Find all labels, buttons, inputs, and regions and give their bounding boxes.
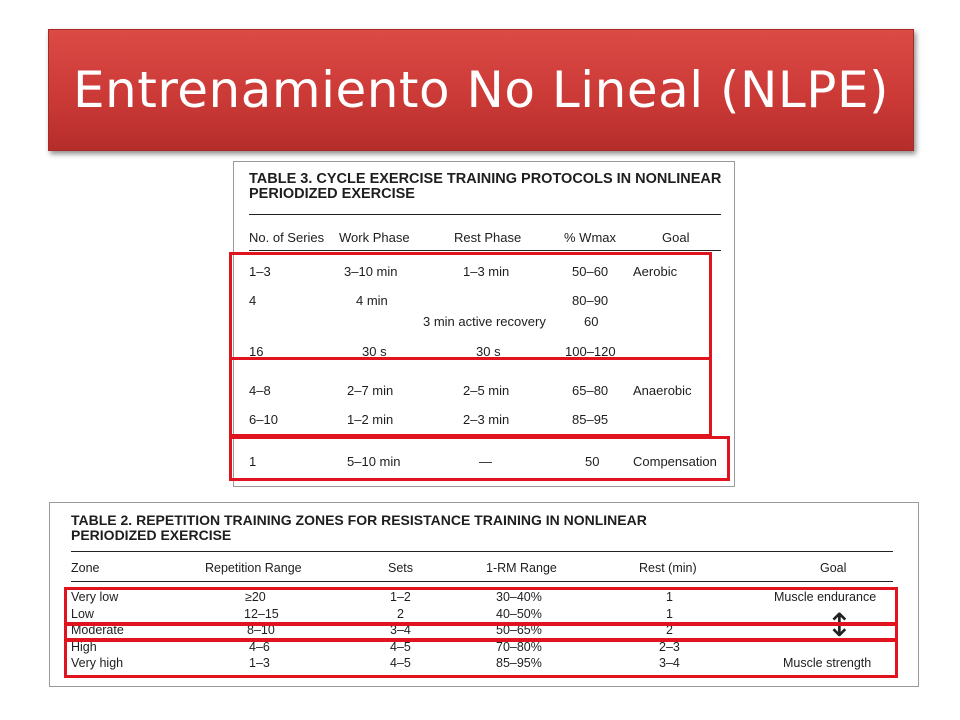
table-cell: 1–2 min	[347, 412, 394, 427]
table-cell: 3–10 min	[344, 264, 398, 279]
table-cell: 70–80%	[496, 640, 542, 654]
table3-header-goal: Goal	[662, 230, 690, 245]
table-cell: 50–60	[572, 264, 609, 279]
highlight-box-aerobic	[229, 252, 712, 360]
table-cell: 6–10	[249, 412, 278, 427]
table-cell: 80–90	[572, 293, 609, 308]
table-cell: 40–50%	[496, 607, 542, 621]
highlight-box-strength	[64, 639, 898, 678]
table-cell: 2	[666, 623, 673, 637]
table3-header-rule	[249, 250, 721, 251]
table-cell: Compensation	[633, 454, 717, 469]
table3-header-rest: Rest Phase	[454, 230, 522, 245]
table-cell: 5–10 min	[347, 454, 401, 469]
table-cell: 2–3	[659, 640, 680, 654]
title-banner	[48, 29, 914, 151]
table2-header-rule	[71, 581, 893, 582]
table-cell: 16	[249, 344, 264, 359]
table2-header-rest: Rest (min)	[639, 561, 697, 575]
table-cell: 2–3 min	[463, 412, 510, 427]
table3-caption	[249, 172, 721, 202]
table2-caption-line2: PERIODIZED EXERCISE	[71, 526, 232, 543]
highlight-box-anaerobic	[229, 357, 712, 437]
table-cell: 4–6	[249, 640, 270, 654]
table-cell: 50–65%	[496, 623, 542, 637]
table3-header-work: Work Phase	[339, 230, 410, 245]
table-cell: 1	[666, 607, 673, 621]
table-cell: 3 min active recovery	[423, 314, 546, 329]
table-cell: 65–80	[572, 383, 609, 398]
table-cell: 2	[397, 607, 404, 621]
up-down-arrow-icon: ↕	[826, 606, 853, 644]
table-cell: 3–4	[390, 623, 411, 637]
table-cell: 4–5	[390, 640, 411, 654]
table-cell: 3–4	[659, 656, 680, 670]
table-cell: 60	[584, 314, 599, 329]
table-cell: 4–8	[249, 383, 271, 398]
table2-caption-line1: TABLE 2. REPETITION TRAINING ZONES FOR RESISTANCE TRAINING IN NONLINEAR	[71, 512, 647, 528]
table-cell: Very low	[71, 590, 119, 604]
table-cell: High	[71, 640, 97, 654]
table-cell: 4–5	[390, 656, 411, 670]
table-cell: Moderate	[71, 623, 124, 637]
table-cell: 8–10	[247, 623, 275, 637]
table-cell: 85–95%	[496, 656, 542, 670]
table2-header-rm: 1-RM Range	[486, 561, 557, 575]
table2-top-rule	[71, 551, 893, 552]
table-cell: Low	[71, 607, 94, 621]
table-cell: 1	[249, 454, 257, 469]
table-cell: Aerobic	[633, 264, 678, 279]
table-cell: 85–95	[572, 412, 609, 427]
table-cell: 1–2	[390, 590, 411, 604]
table3-caption-line2: PERIODIZED EXERCISE	[249, 186, 415, 203]
table-cell: ≥20	[245, 590, 266, 604]
table-cell: Muscle strength	[783, 656, 872, 670]
slide-title: Entrenamiento No Lineal (NLPE)	[72, 61, 890, 119]
table-cell: 30–40%	[496, 590, 542, 604]
table-cell: Anaerobic	[633, 383, 692, 398]
table3-caption-line1: TABLE 3. CYCLE EXERCISE TRAINING PROTOCOLS IN NONLINEAR	[249, 171, 722, 187]
table-cell: 1–3	[249, 656, 270, 670]
table2-caption	[71, 513, 647, 542]
table3-header-series: No. of Series	[249, 230, 325, 245]
highlight-box-endurance	[64, 587, 898, 625]
table-cell: 1–3 min	[463, 264, 510, 279]
table-cell: 30 s	[362, 344, 387, 359]
table2-header-sets: Sets	[388, 561, 414, 575]
table-cell: 2–5 min	[463, 383, 510, 398]
table3-top-rule	[249, 214, 721, 215]
table-cell: 30 s	[476, 344, 501, 359]
table-cell: —	[479, 454, 492, 469]
table2-header-zone: Zone	[71, 561, 100, 575]
table2-header-goal: Goal	[820, 561, 847, 575]
table-cell: 1	[666, 590, 673, 604]
table-cell: 4 min	[356, 293, 388, 308]
table3-header-wmax: % Wmax	[564, 230, 616, 245]
table-cell: 4	[249, 293, 257, 308]
table-cell: Muscle endurance	[774, 590, 877, 604]
highlight-box-compensation	[229, 436, 730, 481]
table2-header-reps: Repetition Range	[205, 561, 302, 575]
table-cell: 2–7 min	[347, 383, 394, 398]
table-cell: 100–120	[565, 344, 616, 359]
table-cell: Very high	[71, 656, 124, 670]
table-cell: 1–3	[249, 264, 271, 279]
table-cell: 50	[585, 454, 600, 469]
table-cell: 12–15	[244, 607, 279, 621]
